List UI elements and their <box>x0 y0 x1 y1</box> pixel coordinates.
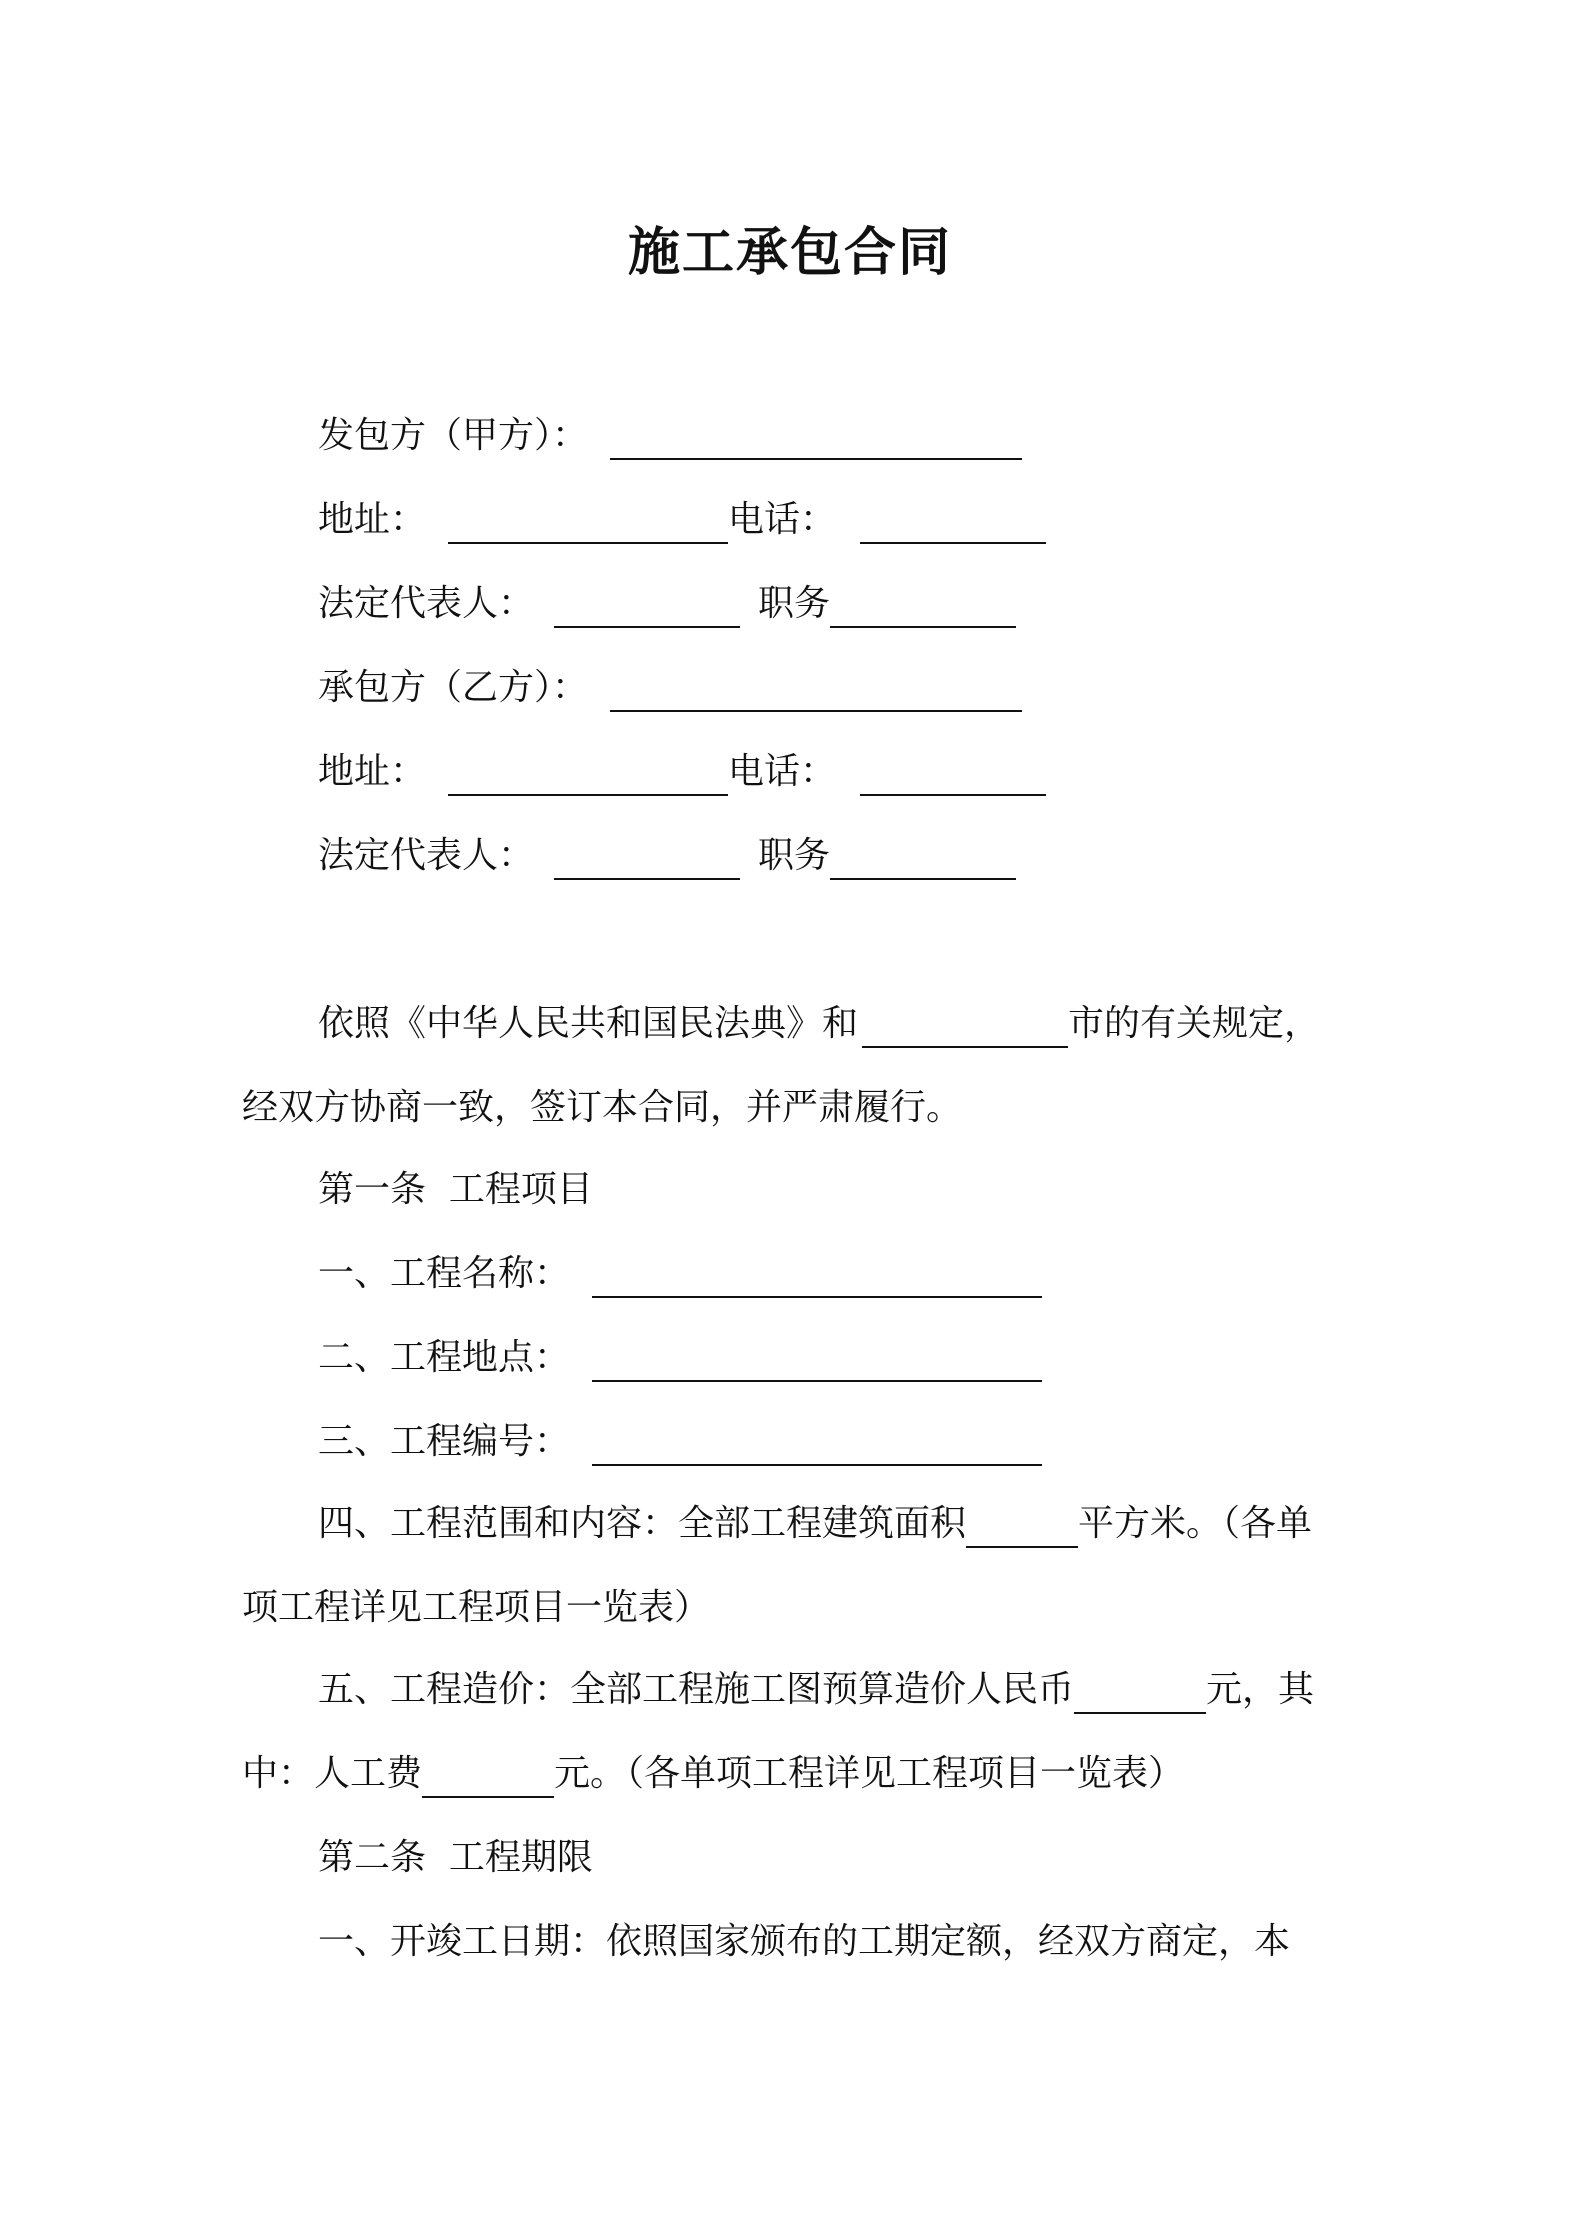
preamble-line-1 <box>318 1000 1320 1048</box>
party-a-position-label: 职务 <box>758 583 831 624</box>
labor-cost-text: 元。（各单项工程详见工程项目一览表） <box>554 1753 1185 1794</box>
party-a-label: 发包方（甲方）： <box>318 415 589 456</box>
project-scope-text-3: 项工程详见工程项目一览表） <box>242 1587 711 1628</box>
party-b-position-blank[interactable] <box>830 832 1016 880</box>
project-location-row <box>318 1334 1042 1382</box>
total-cost-blank[interactable] <box>1074 1666 1206 1714</box>
project-number-label: 三、工程编号： <box>318 1421 571 1462</box>
project-name-blank[interactable] <box>592 1250 1042 1298</box>
party-a-address-label: 地址： <box>318 499 427 540</box>
project-scope-text-1: 四、工程范围和内容：全部工程建筑面积 <box>318 1503 967 1544</box>
project-location-label: 二、工程地点： <box>318 1337 571 1378</box>
preamble-city-blank[interactable] <box>862 1000 1068 1048</box>
party-b-rep-label: 法定代表人： <box>318 835 535 876</box>
schedule-row <box>318 1918 1290 1966</box>
party-a-phone-blank[interactable] <box>860 496 1046 544</box>
party-b-phone-blank[interactable] <box>860 748 1046 796</box>
party-a-contact-row <box>318 496 1046 544</box>
party-b-address-label: 地址： <box>318 751 427 792</box>
project-number-blank[interactable] <box>592 1418 1042 1466</box>
project-number-row <box>318 1418 1042 1466</box>
project-cost-row-2 <box>242 1750 1184 1798</box>
project-cost-row <box>318 1666 1314 1714</box>
party-a-address-blank[interactable] <box>448 496 728 544</box>
schedule-text: 一、开竣工日期：依照国家颁布的工期定额，经双方商定，本 <box>318 1921 1291 1962</box>
party-a-rep-label: 法定代表人： <box>318 583 535 624</box>
preamble-text-2: 市的有关规定， <box>1068 1003 1321 1044</box>
preamble-text-3: 经双方协商一致，签订本合同，并严肃履行。 <box>242 1087 963 1128</box>
party-b-rep-row <box>318 832 1016 880</box>
article-1-heading <box>318 1166 593 1214</box>
building-area-blank[interactable] <box>966 1500 1078 1548</box>
article-1-heading-text: 第一条 工程项目 <box>318 1169 593 1210</box>
project-name-row <box>318 1250 1042 1298</box>
party-a-name-blank[interactable] <box>610 412 1022 460</box>
labor-cost-label: 中：人工费 <box>242 1753 423 1794</box>
project-scope-text-2: 平方米。（各单 <box>1078 1503 1313 1544</box>
project-name-label: 一、工程名称： <box>318 1253 571 1294</box>
party-b-position-label: 职务 <box>758 835 831 876</box>
article-2-heading-text: 第二条 工程期限 <box>318 1837 593 1878</box>
party-b-label: 承包方（乙方）： <box>318 667 589 708</box>
party-b-name-blank[interactable] <box>610 664 1022 712</box>
project-scope-row <box>318 1500 1312 1548</box>
project-scope-row-2 <box>242 1584 710 1632</box>
party-b-row <box>318 664 1022 712</box>
article-2-heading <box>318 1834 593 1882</box>
party-b-address-blank[interactable] <box>448 748 728 796</box>
party-a-row <box>318 412 1022 460</box>
party-a-rep-row <box>318 580 1016 628</box>
document-title: 施工承包合同 <box>627 223 952 283</box>
party-a-rep-blank[interactable] <box>554 580 740 628</box>
party-b-contact-row <box>318 748 1046 796</box>
preamble-text-1: 依照《中华人民共和国民法典》和 <box>318 1003 859 1044</box>
party-a-position-blank[interactable] <box>830 580 1016 628</box>
preamble-line-2 <box>242 1084 962 1132</box>
party-b-phone-label: 电话： <box>728 751 837 792</box>
labor-cost-blank[interactable] <box>422 1750 554 1798</box>
party-b-rep-blank[interactable] <box>554 832 740 880</box>
project-cost-text-1: 五、工程造价：全部工程施工图预算造价人民币 <box>318 1669 1075 1710</box>
project-cost-text-2: 元，其 <box>1206 1669 1315 1710</box>
project-location-blank[interactable] <box>592 1334 1042 1382</box>
party-a-phone-label: 电话： <box>728 499 837 540</box>
